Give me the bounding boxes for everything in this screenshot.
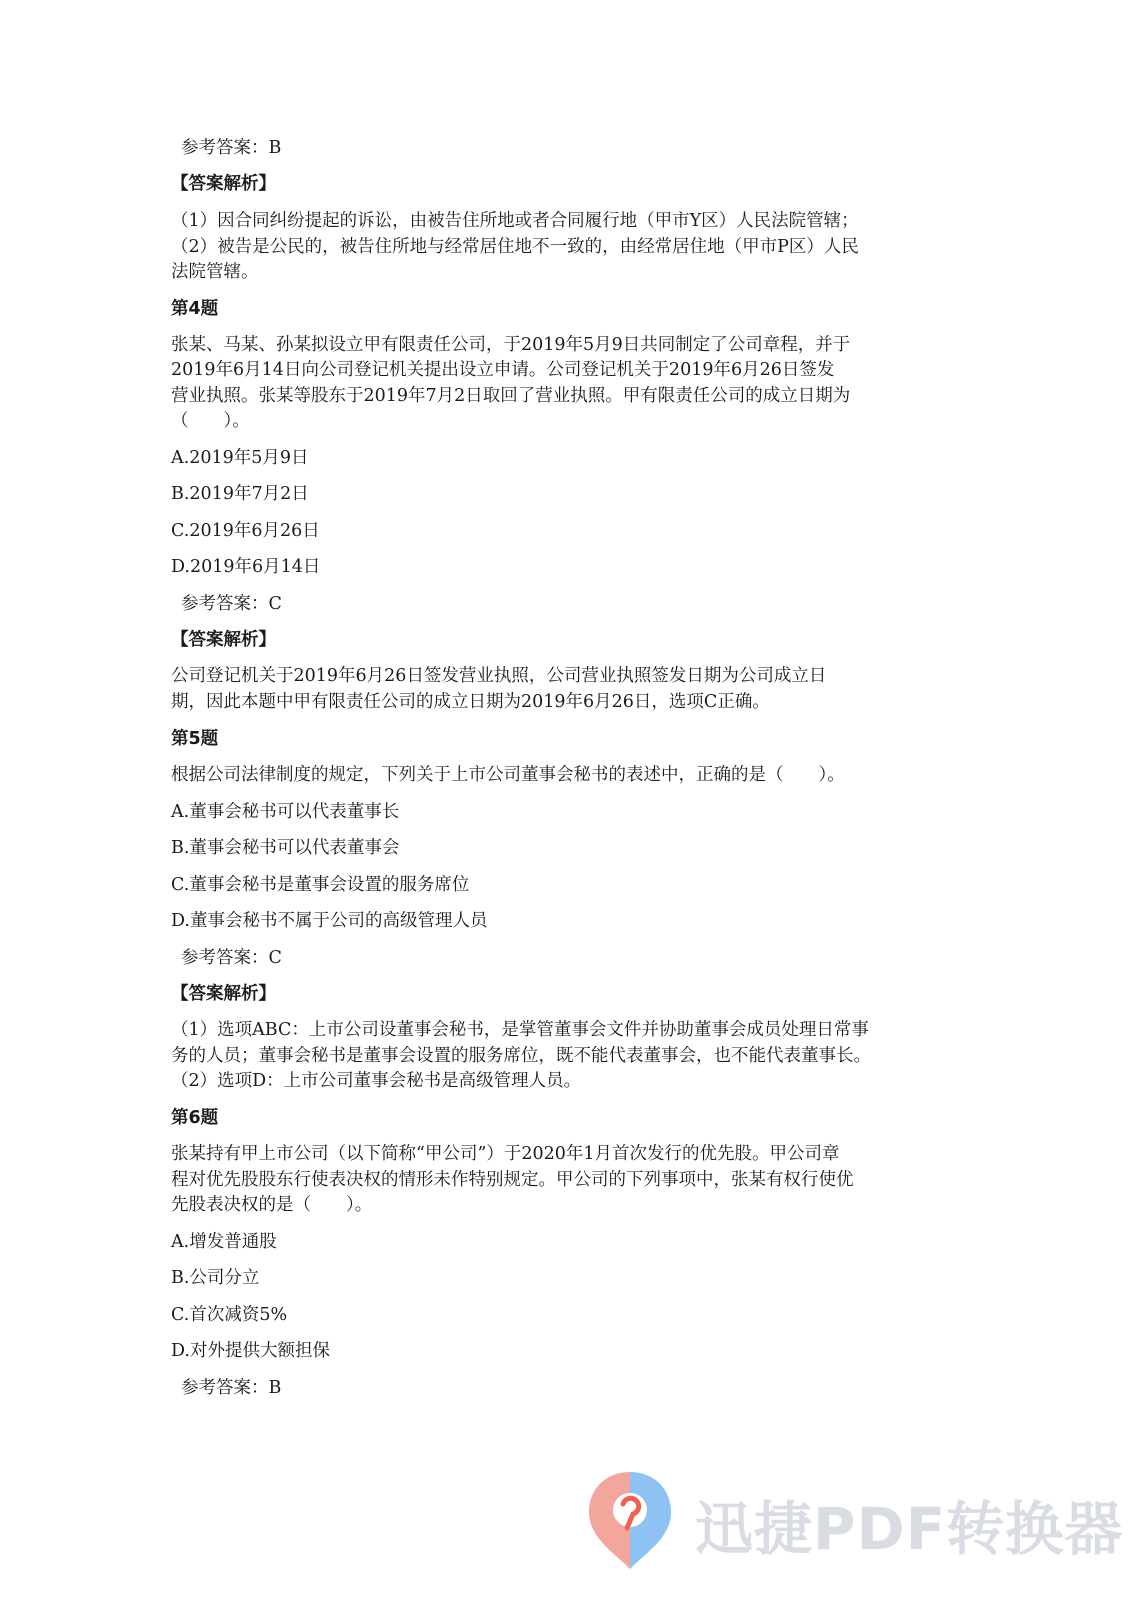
option-c: C.董事会秘书是董事会设置的服务席位 — [171, 875, 470, 895]
analysis-text: 务的人员；董事会秘书是董事会设置的服务席位，既不能代表董事会，也不能代表董事长。 — [171, 1046, 871, 1066]
question-text: 2019年6月14日向公司登记机关提出设立申请。公司登记机关于2019年6月26日签发 — [171, 360, 835, 380]
question-text: 张某持有甲上市公司（以下简称“甲公司”）于2020年1月首次发行的优先股。甲公司章 — [171, 1144, 840, 1164]
watermark — [585, 1468, 1124, 1578]
answer-line: 参考答案：C — [181, 948, 282, 968]
watermark-text: 迅捷PDF转换器 — [695, 1495, 1124, 1563]
answer-line: 参考答案：B — [181, 138, 282, 158]
question-text: 程对优先股股东行使表决权的情形未作特别规定。甲公司的下列事项中，张某有权行使优 — [171, 1170, 854, 1190]
option-b: B.公司分立 — [171, 1268, 260, 1288]
answer-line: 参考答案：C — [181, 594, 282, 614]
analysis-heading: 【答案解析】 — [171, 174, 276, 194]
analysis-heading: 【答案解析】 — [171, 630, 276, 650]
analysis-text: 法院管辖。 — [171, 262, 259, 282]
question-text: （ ）。 — [171, 411, 250, 431]
option-d: D.2019年6月14日 — [171, 557, 321, 577]
analysis-text: （1）选项ABC：上市公司设董事会秘书，是掌管董事会文件并协助董事会成员处理日常事 — [171, 1020, 869, 1040]
question-text: 营业执照。张某等股东于2019年7月2日取回了营业执照。甲有限责任公司的成立日期为 — [171, 386, 851, 406]
option-d: D.对外提供大额担保 — [171, 1341, 330, 1361]
option-b: B.2019年7月2日 — [171, 484, 309, 504]
option-a: A.董事会秘书可以代表董事长 — [171, 802, 400, 822]
option-a: A.增发普通股 — [171, 1232, 277, 1252]
question-text: 根据公司法律制度的规定，下列关于上市公司董事会秘书的表述中，正确的是（ ）。 — [171, 765, 845, 785]
analysis-text: （2）被告是公民的，被告住所地与经常居住地不一致的，由经常居住地（甲市P区）人民 — [171, 237, 859, 257]
analysis-heading: 【答案解析】 — [171, 984, 276, 1004]
option-a: A.2019年5月9日 — [171, 448, 309, 468]
question-text: 先股表决权的是（ ）。 — [171, 1195, 373, 1215]
answer-line: 参考答案：B — [181, 1378, 282, 1398]
analysis-text: （1）因合同纠纷提起的诉讼，由被告住所地或者合同履行地（甲市Y区）人民法院管辖； — [171, 211, 859, 231]
option-b: B.董事会秘书可以代表董事会 — [171, 838, 400, 858]
option-c: C.首次减资5% — [171, 1305, 288, 1325]
question-heading: 第5题 — [171, 729, 219, 749]
analysis-text: 期，因此本题中甲有限责任公司的成立日期为2019年6月26日，选项C正确。 — [171, 692, 770, 712]
option-c: C.2019年6月26日 — [171, 521, 320, 541]
analysis-text: 公司登记机关于2019年6月26日签发营业执照，公司营业执照签发日期为公司成立日 — [171, 666, 827, 686]
analysis-text: （2）选项D：上市公司董事会秘书是高级管理人员。 — [171, 1071, 582, 1091]
question-text: 张某、马某、孙某拟设立甲有限责任公司，于2019年5月9日共同制定了公司章程，并于 — [171, 335, 851, 355]
question-heading: 第4题 — [171, 299, 219, 319]
pdf-converter-logo-icon — [585, 1468, 675, 1573]
option-d: D.董事会秘书不属于公司的高级管理人员 — [171, 911, 488, 931]
question-heading: 第6题 — [171, 1108, 219, 1128]
